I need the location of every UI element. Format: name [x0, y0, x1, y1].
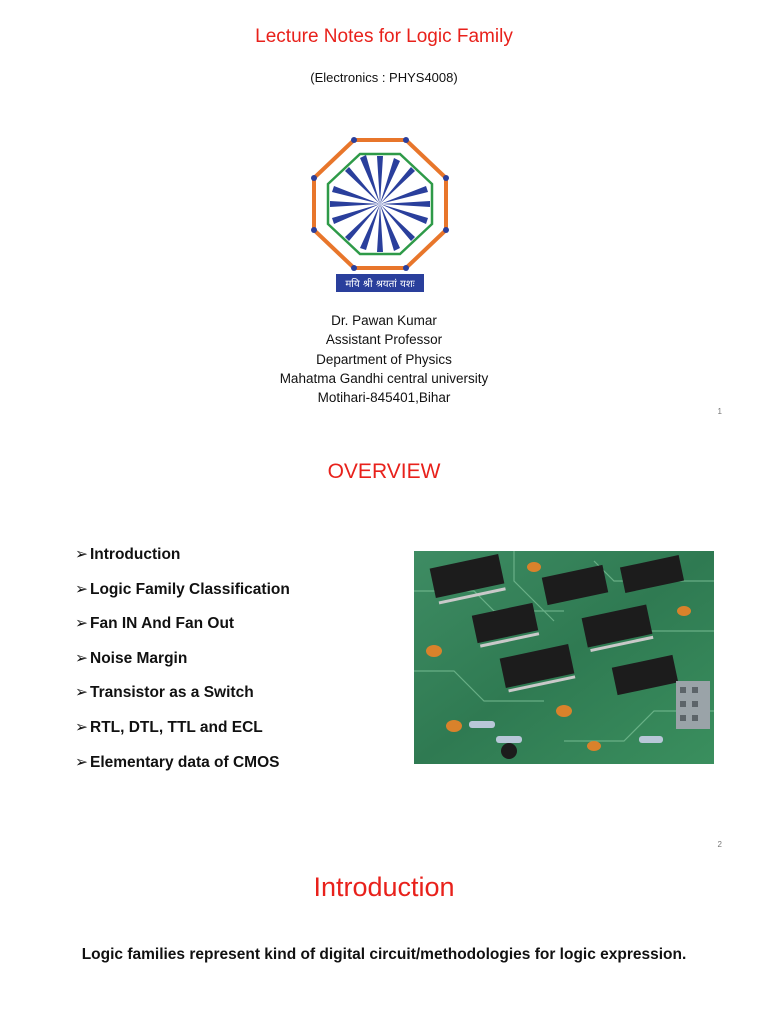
list-item: ➢ Elementary data of CMOS	[75, 750, 290, 785]
author-name: Dr. Pawan Kumar	[331, 313, 437, 328]
intro-paragraph: Logic families represent kind of digital circuit/methodologies for logic expression.	[81, 946, 687, 963]
slide-3	[0, 860, 768, 1024]
author-position: Assistant Professor	[325, 332, 443, 348]
author-department: Department of Physics	[316, 351, 452, 367]
course-subtitle: (Electronics : PHYS4008)	[310, 70, 458, 85]
arrow-bullet-icon: ➢	[75, 546, 88, 563]
author-block	[0, 311, 768, 407]
arrow-bullet-icon: ➢	[75, 753, 88, 771]
author-university: Mahatma Gandhi central university	[279, 370, 489, 386]
list-item: ➢ RTL, DTL, TTL and ECL	[75, 715, 290, 750]
list-item: ➢ Introduction	[75, 542, 290, 577]
list-item: ➢ Logic Family Classification	[75, 577, 290, 612]
slide-title: Introduction	[313, 872, 455, 902]
arrow-bullet-icon: ➢	[75, 649, 88, 667]
list-item: ➢ Fan IN And Fan Out	[75, 611, 290, 646]
author-address: Motihari-845401,Bihar	[317, 390, 451, 406]
page-number: 1	[717, 407, 722, 416]
logo-motto: मयि श्री श्रयतां यशः	[345, 279, 415, 290]
university-logo	[306, 136, 454, 296]
page-number: 2	[717, 840, 722, 849]
list-item: ➢ Noise Margin	[75, 646, 290, 681]
arrow-bullet-icon: ➢	[75, 718, 88, 736]
list-item: ➢ Transistor as a Switch	[75, 680, 290, 715]
slide-2	[0, 430, 768, 860]
slide-title: OVERVIEW	[327, 460, 441, 483]
overview-list	[75, 542, 290, 784]
arrow-bullet-icon: ➢	[75, 580, 88, 598]
slide-title: Lecture Notes for Logic Family	[255, 26, 513, 47]
slide-1	[0, 0, 768, 430]
arrow-bullet-icon: ➢	[75, 684, 88, 702]
circuit-board-photo	[414, 551, 714, 764]
arrow-bullet-icon: ➢	[75, 615, 88, 633]
